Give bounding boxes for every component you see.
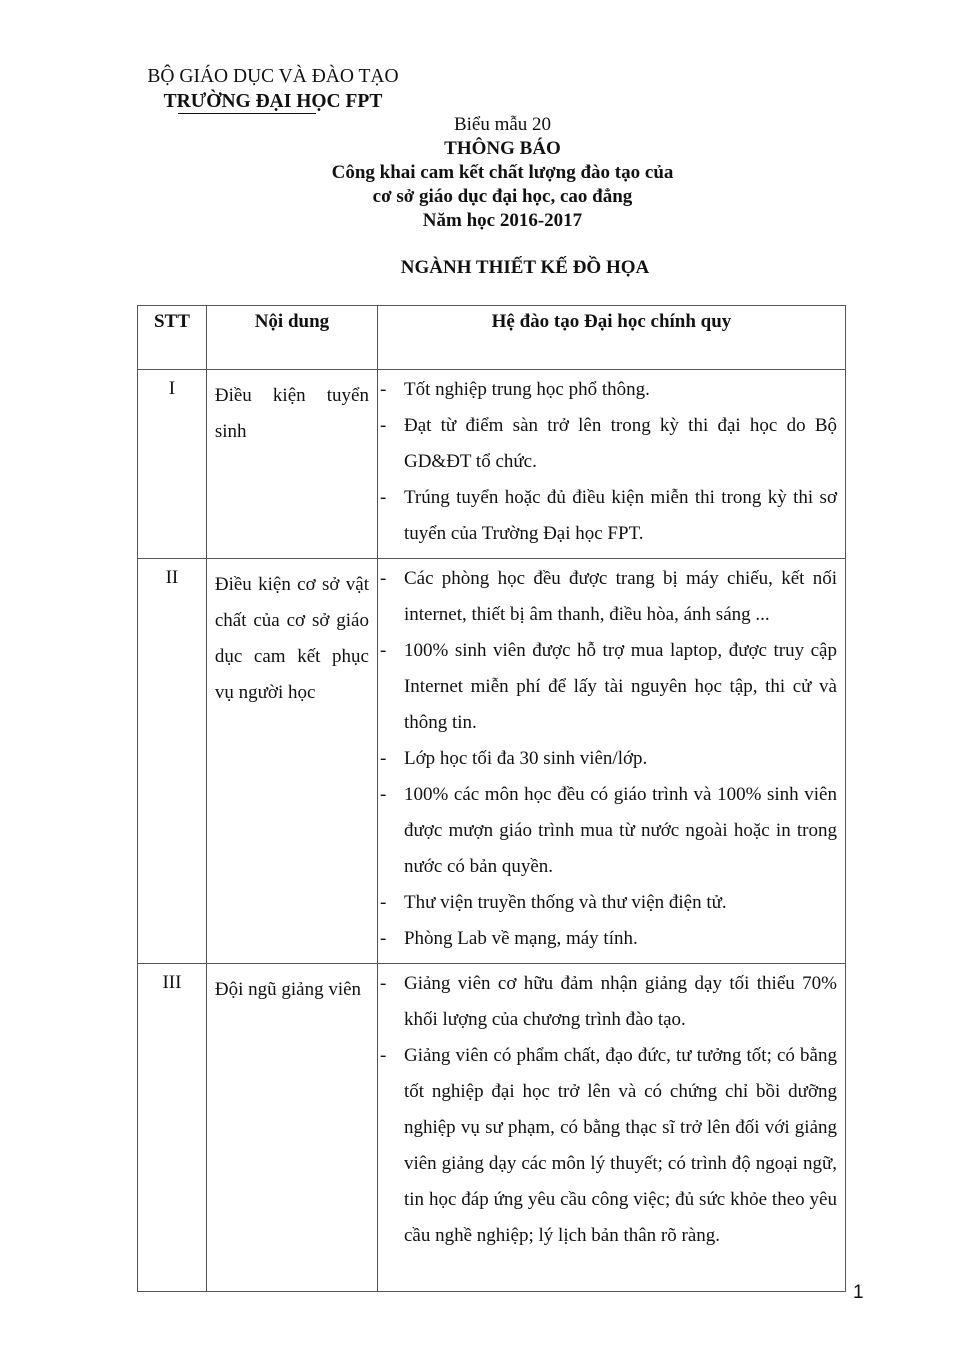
commitment-table xyxy=(137,305,846,1292)
page-number: 1 xyxy=(853,1282,864,1303)
form-number: Biểu mẫu 20 xyxy=(453,114,552,135)
row-content: Điều kiện cơ sở vật chất của cơ sở giáo dục cam kết phục vụ người học xyxy=(206,559,377,964)
bullet-dash: - xyxy=(379,1045,387,1066)
subtitle-line: cơ sở giáo dục đại học, cao đẳng xyxy=(372,186,633,207)
table-row xyxy=(138,964,846,1292)
column-header-content: Nội dung xyxy=(206,306,377,370)
row-stt: II xyxy=(138,559,207,964)
list-item: - 100% các môn học đều có giáo trình và 100% sinh viên được mượn giáo trình mua từ nước ngoài hoặc in trong nước có bản quyền. xyxy=(378,777,837,885)
list-item: - Giảng viên cơ hữu đảm nhận giảng dạy tối thiểu 70% khối lượng của chương trình đào tạo. xyxy=(378,966,837,1038)
subtitle-line: Năm học 2016-2017 xyxy=(422,210,583,231)
row-items xyxy=(377,559,845,964)
list-item: - Thư viện truyền thống và thư viện điện tử. xyxy=(378,885,837,921)
list-item: - 100% sinh viên được hỗ trợ mua laptop, được truy cập Internet miễn phí để lấy tài nguyên học tập, thi cử và thông tin. xyxy=(378,633,837,741)
bullet-dash: - xyxy=(379,487,387,508)
school-name: TRƯỜNG ĐẠI HỌC FPT xyxy=(163,91,383,112)
table-header-row xyxy=(138,306,846,370)
bullet-dash: - xyxy=(379,973,387,994)
row-items xyxy=(377,964,845,1292)
bullet-dash: - xyxy=(379,415,387,436)
row-content: Điều kiện tuyển sinh xyxy=(206,370,377,559)
bullet-dash: - xyxy=(379,928,387,949)
issuer-header xyxy=(137,64,409,114)
list-item: - Đạt từ điểm sàn trở lên trong kỳ thi đại học do Bộ GD&ĐT tổ chức. xyxy=(378,408,837,480)
bullet-dash: - xyxy=(379,784,387,805)
bullet-dash: - xyxy=(379,568,387,589)
column-header-stt: STT xyxy=(138,306,207,370)
list-item: - Giảng viên có phẩm chất, đạo đức, tư tưởng tốt; có bằng tốt nghiệp đại học trở lên và có chứng chỉ bồi dưỡng nghiệp vụ sư phạm, có bằng thạc sĩ trở lên đối với giảng viên giảng dạy các môn lý thuyết; có trình độ ngoại ngữ, tin học đáp ứng yêu cầu công việc; đủ sức khỏe theo yêu cầu nghề nghiệp; lý lịch bản thân rõ ràng. xyxy=(378,1038,837,1254)
row-stt: III xyxy=(138,964,207,1292)
bullet-dash: - xyxy=(379,748,387,769)
list-item: - Tốt nghiệp trung học phổ thông. xyxy=(378,372,837,408)
column-header-program: Hệ đào tạo Đại học chính quy xyxy=(377,306,845,370)
list-item: - Trúng tuyển hoặc đủ điều kiện miễn thi trong kỳ thi sơ tuyển của Trường Đại học FPT. xyxy=(378,480,837,552)
subtitle-line: Công khai cam kết chất lượng đào tạo của xyxy=(331,162,674,183)
list-item: - Các phòng học đều được trang bị máy chiếu, kết nối internet, thiết bị âm thanh, điều hòa, ánh sáng ... xyxy=(378,561,837,633)
row-content: Đội ngũ giảng viên xyxy=(206,964,377,1292)
school-underline xyxy=(178,113,316,114)
ministry-name: BỘ GIÁO DỤC VÀ ĐÀO TẠO xyxy=(147,66,399,87)
document-title: THÔNG BÁO xyxy=(444,138,561,159)
major-title: NGÀNH THIẾT KẾ ĐỒ HỌA xyxy=(400,257,650,278)
row-items xyxy=(377,370,845,559)
bullet-dash: - xyxy=(379,640,387,661)
document-subtitle xyxy=(300,161,705,233)
row-stt: I xyxy=(138,370,207,559)
bullet-dash: - xyxy=(379,892,387,913)
table-row xyxy=(138,370,846,559)
table-row xyxy=(138,559,846,964)
list-item: - Phòng Lab về mạng, máy tính. xyxy=(378,921,837,957)
bullet-dash: - xyxy=(379,379,387,400)
list-item: - Lớp học tối đa 30 sinh viên/lớp. xyxy=(378,741,837,777)
